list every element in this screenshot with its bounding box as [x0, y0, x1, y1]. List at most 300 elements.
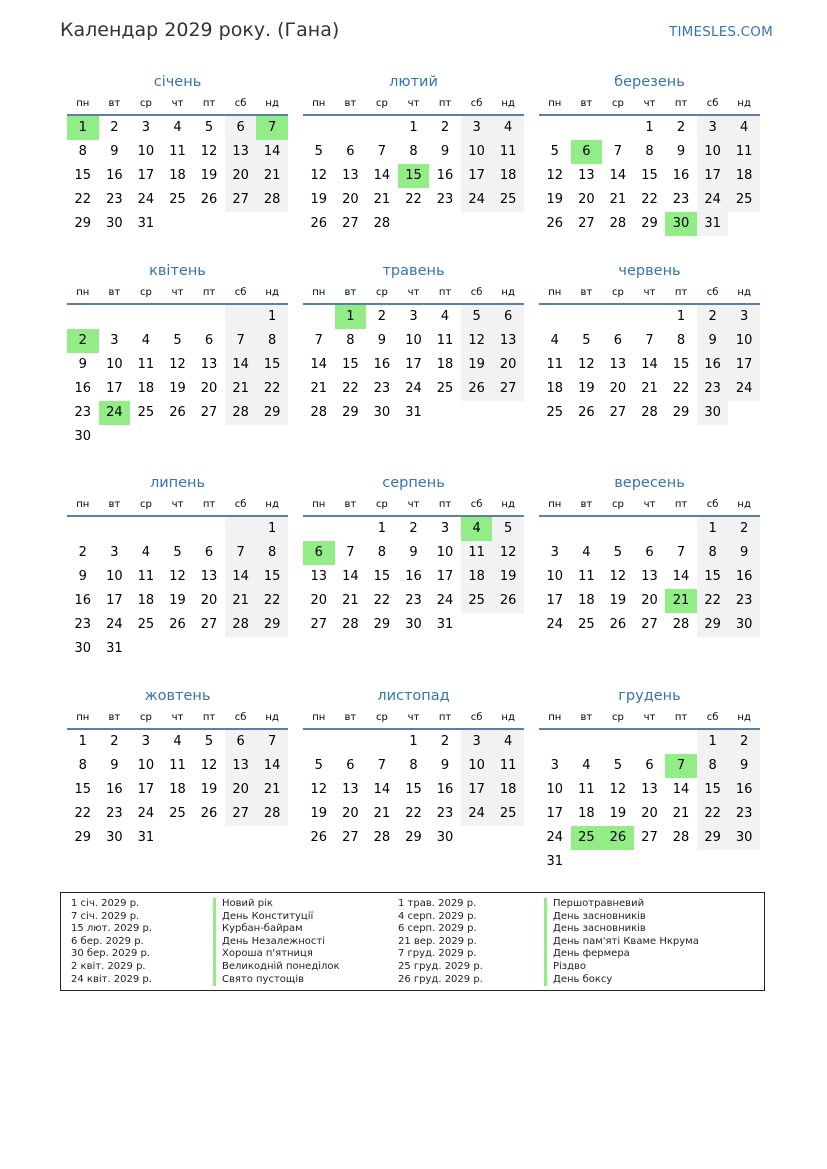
day-cell: 27 [609, 405, 627, 420]
day-cell: 10 [106, 569, 123, 584]
day-cell: 20 [200, 593, 218, 608]
day-cell: 19 [609, 806, 627, 821]
legend-holiday-name: День пам'яті Кваме Нкрума [544, 936, 699, 949]
day-cell: 22 [256, 589, 288, 613]
legend-names-right [544, 898, 699, 986]
day-cell: 21 [373, 806, 391, 821]
day-cell: 8 [78, 758, 87, 773]
day-cell: 17 [106, 593, 123, 608]
day-cell: 16 [728, 565, 760, 589]
day-cell: 29 [256, 401, 288, 425]
day-cell: 12 [169, 357, 186, 372]
day-cell: 28 [256, 802, 288, 826]
empty-cell [539, 116, 571, 140]
month-1 [67, 72, 288, 236]
weekday-label: пн [76, 98, 90, 109]
day-cell: 15 [74, 168, 92, 183]
week-row [303, 401, 524, 425]
day-cell: 31 [106, 641, 123, 656]
day-cell: 9 [377, 333, 387, 348]
empty-cell [571, 116, 603, 140]
weekday-label: пт [674, 499, 688, 510]
day-cell: 20 [225, 778, 257, 802]
weekday-label: пт [438, 98, 452, 109]
empty-cell [256, 826, 288, 850]
empty-cell [225, 425, 257, 449]
day-cell: 16 [373, 357, 391, 372]
week-row [539, 730, 760, 754]
weekday-label: сб [470, 712, 483, 723]
weekday-label: вт [580, 499, 593, 510]
day-cell: 9 [728, 541, 760, 565]
day-cell: 10 [546, 569, 564, 584]
day-cell: 4 [550, 333, 559, 348]
week-row [303, 305, 524, 329]
empty-cell [225, 212, 257, 236]
legend-holiday-name: Курбан-байрам [213, 923, 340, 936]
day-cell: 5 [204, 120, 214, 135]
day-cell: 14 [672, 569, 690, 584]
day-cell: 28 [225, 613, 257, 637]
week-row [67, 164, 288, 188]
weekday-label: пн [548, 712, 562, 723]
weekday-label: чт [171, 287, 184, 298]
empty-cell [162, 425, 194, 449]
day-cell: 8 [676, 333, 686, 348]
week-row [67, 353, 288, 377]
weekday-label: пн [312, 499, 326, 510]
day-cell: 20 [225, 164, 257, 188]
weekday-header [67, 497, 288, 517]
day-cell: 1 [697, 730, 729, 754]
month-2 [303, 72, 524, 236]
week-row [67, 754, 288, 778]
day-cell: 3 [141, 734, 151, 749]
day-cell: 1 [377, 521, 387, 536]
empty-cell [398, 212, 430, 236]
day-cell: 20 [342, 192, 359, 207]
weekday-label: пт [202, 712, 216, 723]
day-cell: 13 [492, 329, 524, 353]
day-cell: 30 [106, 830, 123, 845]
day-cell: 13 [578, 168, 595, 183]
weekday-label: ср [375, 287, 388, 298]
day-cell: 26 [169, 617, 186, 632]
empty-cell [602, 305, 634, 329]
weekday-label: нд [265, 499, 279, 510]
day-cell: 18 [728, 164, 760, 188]
day-cell: 8 [377, 545, 387, 560]
day-cell: 7 [613, 144, 623, 159]
day-cell: 17 [137, 782, 155, 797]
legend-date: 4 серп. 2029 р. [398, 910, 477, 922]
day-cell: 2 [440, 120, 450, 135]
day-cell: 25 [546, 405, 564, 420]
holiday-day-cell: 7 [256, 116, 288, 140]
day-cell: 15 [74, 782, 92, 797]
day-cell: 5 [461, 305, 493, 329]
day-cell: 7 [225, 541, 257, 565]
day-cell: 31 [697, 212, 729, 236]
day-cell: 10 [106, 357, 123, 372]
weekday-label: пт [438, 287, 452, 298]
holiday-day-cell: 6 [303, 541, 335, 565]
holiday-day-cell: 24 [99, 401, 131, 425]
empty-cell [492, 212, 524, 236]
week-row [303, 329, 524, 353]
day-cell: 16 [74, 381, 92, 396]
day-cell: 22 [697, 589, 729, 613]
week-row [303, 517, 524, 541]
weekday-label: сб [234, 287, 247, 298]
month-7 [67, 473, 288, 661]
week-row [539, 140, 760, 164]
day-cell: 6 [204, 545, 214, 560]
empty-cell [461, 826, 493, 850]
week-row [539, 212, 760, 236]
weekday-header [539, 497, 760, 517]
day-cell: 2 [78, 545, 87, 560]
empty-cell [225, 826, 257, 850]
day-cell: 12 [310, 782, 328, 797]
week-row [539, 541, 760, 565]
month-title: серпень [382, 475, 445, 491]
day-cell: 6 [492, 305, 524, 329]
day-cell: 11 [137, 357, 155, 372]
day-cell: 2 [409, 521, 418, 536]
day-cell: 25 [461, 589, 493, 613]
day-cell: 2 [110, 734, 119, 749]
day-cell: 1 [256, 517, 288, 541]
weekday-label: нд [265, 712, 279, 723]
weekday-label: сб [470, 287, 483, 298]
day-cell: 18 [436, 357, 454, 372]
empty-cell [665, 517, 697, 541]
weekday-label: пн [312, 712, 326, 723]
day-cell: 8 [256, 541, 288, 565]
day-cell: 28 [256, 188, 288, 212]
month-title: грудень [618, 688, 681, 704]
weekday-label: пт [674, 287, 688, 298]
legend-date: 15 лют. 2029 р. [71, 923, 153, 935]
weekday-label: ср [375, 712, 388, 723]
month-8 [303, 473, 524, 637]
day-cell: 19 [310, 192, 328, 207]
day-cell: 19 [492, 565, 524, 589]
empty-cell [256, 212, 288, 236]
day-cell: 21 [256, 164, 288, 188]
day-cell: 19 [200, 168, 218, 183]
week-row [539, 188, 760, 212]
week-row [539, 826, 760, 850]
day-cell: 31 [546, 854, 564, 869]
day-cell: 24 [405, 381, 422, 396]
day-cell: 1 [697, 517, 729, 541]
weekday-label: чт [643, 499, 656, 510]
week-row [303, 140, 524, 164]
day-cell: 23 [74, 617, 92, 632]
day-cell: 11 [461, 541, 493, 565]
day-cell: 5 [173, 545, 182, 560]
weekday-label: чт [407, 499, 420, 510]
weekday-header [67, 285, 288, 305]
legend-date: 21 вер. 2029 р. [398, 935, 477, 947]
day-cell: 8 [78, 144, 87, 159]
weekday-label: пт [438, 712, 452, 723]
day-cell: 15 [641, 168, 658, 183]
day-cell: 6 [346, 144, 355, 159]
empty-cell [162, 517, 194, 541]
day-cell: 27 [200, 617, 218, 632]
day-cell: 15 [405, 782, 422, 797]
week-row [67, 541, 288, 565]
empty-cell [193, 212, 225, 236]
legend-date: 6 серп. 2029 р. [398, 923, 477, 935]
day-cell: 28 [310, 405, 328, 420]
day-cell: 17 [546, 593, 564, 608]
day-cell: 17 [137, 168, 155, 183]
day-cell: 28 [609, 216, 627, 231]
week-row [539, 401, 760, 425]
week-row [303, 212, 524, 236]
day-cell: 4 [141, 333, 151, 348]
day-cell: 6 [225, 116, 257, 140]
holiday-day-cell: 21 [665, 589, 697, 613]
day-cell: 10 [137, 758, 155, 773]
week-row [303, 188, 524, 212]
day-cell: 18 [578, 806, 595, 821]
day-cell: 15 [256, 565, 288, 589]
day-cell: 17 [728, 353, 760, 377]
day-cell: 13 [609, 357, 627, 372]
weekday-label: пн [312, 287, 326, 298]
weekday-label: вт [344, 499, 357, 510]
day-cell: 27 [310, 617, 328, 632]
empty-cell [728, 212, 760, 236]
day-cell: 24 [546, 830, 564, 845]
day-cell: 29 [74, 830, 92, 845]
empty-cell [130, 305, 162, 329]
day-cell: 6 [645, 545, 654, 560]
day-cell: 4 [492, 730, 524, 754]
day-cell: 14 [256, 140, 288, 164]
holiday-day-cell: 15 [398, 164, 430, 188]
day-cell: 30 [405, 617, 422, 632]
day-cell: 6 [225, 730, 257, 754]
weekday-header [539, 96, 760, 116]
day-cell: 14 [373, 782, 391, 797]
empty-cell [303, 517, 335, 541]
weekday-label: нд [737, 287, 751, 298]
day-cell: 29 [256, 613, 288, 637]
empty-cell [634, 517, 666, 541]
month-4 [67, 261, 288, 449]
day-cell: 5 [314, 144, 323, 159]
holiday-legend [60, 892, 765, 991]
legend-holiday-name: День боксу [544, 974, 699, 987]
day-cell: 17 [546, 806, 564, 821]
week-row [303, 589, 524, 613]
day-cell: 12 [546, 168, 564, 183]
day-cell: 11 [728, 140, 760, 164]
day-cell: 8 [697, 754, 729, 778]
day-cell: 14 [641, 357, 658, 372]
legend-date: 25 груд. 2029 р. [398, 960, 483, 972]
day-cell: 19 [578, 381, 595, 396]
empty-cell [697, 850, 729, 874]
day-cell: 7 [314, 333, 323, 348]
day-cell: 13 [225, 754, 257, 778]
weekday-header [67, 96, 288, 116]
week-row [539, 164, 760, 188]
day-cell: 30 [728, 613, 760, 637]
weekday-label: пн [312, 98, 326, 109]
month-6 [539, 261, 760, 425]
day-cell: 23 [405, 593, 422, 608]
month-5 [303, 261, 524, 425]
week-row [67, 613, 288, 637]
weekday-label: нд [737, 98, 751, 109]
brand-link[interactable]: TIMESLES.COM [669, 24, 773, 40]
week-row [539, 353, 760, 377]
week-row [67, 116, 288, 140]
empty-cell [539, 305, 571, 329]
day-cell: 26 [200, 192, 218, 207]
day-cell: 18 [578, 593, 595, 608]
month-title: травень [382, 263, 445, 279]
weekday-header [303, 96, 524, 116]
day-cell: 2 [676, 120, 686, 135]
day-cell: 29 [641, 216, 658, 231]
day-cell: 8 [346, 333, 355, 348]
day-cell: 15 [342, 357, 359, 372]
day-cell: 16 [74, 593, 92, 608]
day-cell: 29 [74, 216, 92, 231]
day-cell: 19 [461, 353, 493, 377]
legend-date: 1 січ. 2029 р. [71, 898, 140, 909]
day-cell: 19 [546, 192, 564, 207]
day-cell: 1 [256, 305, 288, 329]
day-cell: 11 [578, 569, 595, 584]
day-cell: 9 [440, 144, 450, 159]
day-cell: 4 [728, 116, 760, 140]
legend-names-left [213, 898, 340, 986]
day-cell: 25 [728, 188, 760, 212]
day-cell: 11 [546, 357, 564, 372]
day-cell: 1 [676, 309, 686, 324]
day-cell: 27 [225, 802, 257, 826]
day-cell: 18 [169, 168, 186, 183]
empty-cell [193, 517, 225, 541]
day-cell: 3 [110, 545, 119, 560]
day-cell: 2 [110, 120, 119, 135]
weekday-label: сб [706, 712, 719, 723]
day-cell: 12 [200, 144, 218, 159]
weekday-header [303, 497, 524, 517]
day-cell: 13 [200, 357, 218, 372]
day-cell: 21 [225, 589, 257, 613]
day-cell: 26 [578, 405, 595, 420]
week-row [539, 565, 760, 589]
day-cell: 17 [461, 164, 493, 188]
day-cell: 16 [436, 782, 454, 797]
day-cell: 9 [409, 545, 418, 560]
day-cell: 31 [436, 617, 454, 632]
empty-cell [634, 305, 666, 329]
weekday-label: пн [548, 98, 562, 109]
day-cell: 1 [409, 120, 418, 135]
weekday-label: сб [234, 712, 247, 723]
day-cell: 4 [440, 309, 450, 324]
week-row [303, 164, 524, 188]
day-cell: 23 [106, 806, 123, 821]
day-cell: 10 [436, 545, 454, 560]
day-cell: 9 [728, 754, 760, 778]
week-row [303, 754, 524, 778]
day-cell: 13 [200, 569, 218, 584]
week-row [303, 778, 524, 802]
day-cell: 20 [609, 381, 627, 396]
day-cell: 26 [546, 216, 564, 231]
week-row [539, 377, 760, 401]
day-cell: 3 [110, 333, 119, 348]
empty-cell [256, 425, 288, 449]
day-cell: 18 [492, 778, 524, 802]
empty-cell [728, 401, 760, 425]
day-cell: 26 [492, 589, 524, 613]
week-row [303, 541, 524, 565]
empty-cell [571, 305, 603, 329]
day-cell: 28 [672, 830, 690, 845]
day-cell: 15 [697, 778, 729, 802]
day-cell: 18 [137, 381, 155, 396]
empty-cell [602, 730, 634, 754]
week-row [67, 212, 288, 236]
day-cell: 17 [461, 778, 493, 802]
empty-cell [492, 826, 524, 850]
legend-date: 2 квіт. 2029 р. [71, 960, 146, 972]
day-cell: 2 [377, 309, 387, 324]
weekday-label: чт [171, 499, 184, 510]
empty-cell [162, 637, 194, 661]
week-row [67, 401, 288, 425]
weekday-label: нд [501, 712, 515, 723]
weekday-label: сб [234, 98, 247, 109]
day-cell: 10 [728, 329, 760, 353]
weekday-label: ср [139, 287, 152, 298]
day-cell: 25 [137, 405, 155, 420]
empty-cell [461, 401, 493, 425]
day-cell: 24 [697, 188, 729, 212]
day-cell: 28 [373, 216, 391, 231]
weekday-header [539, 710, 760, 730]
day-cell: 14 [310, 357, 328, 372]
day-cell: 12 [461, 329, 493, 353]
day-cell: 27 [200, 405, 218, 420]
empty-cell [461, 212, 493, 236]
day-cell: 31 [137, 830, 155, 845]
empty-cell [571, 730, 603, 754]
day-cell: 14 [256, 754, 288, 778]
day-cell: 29 [672, 405, 690, 420]
day-cell: 23 [672, 192, 690, 207]
day-cell: 23 [74, 405, 92, 420]
empty-cell [256, 637, 288, 661]
legend-dates-left [71, 898, 152, 986]
day-cell: 27 [342, 216, 359, 231]
empty-cell [67, 305, 99, 329]
day-cell: 8 [409, 144, 418, 159]
